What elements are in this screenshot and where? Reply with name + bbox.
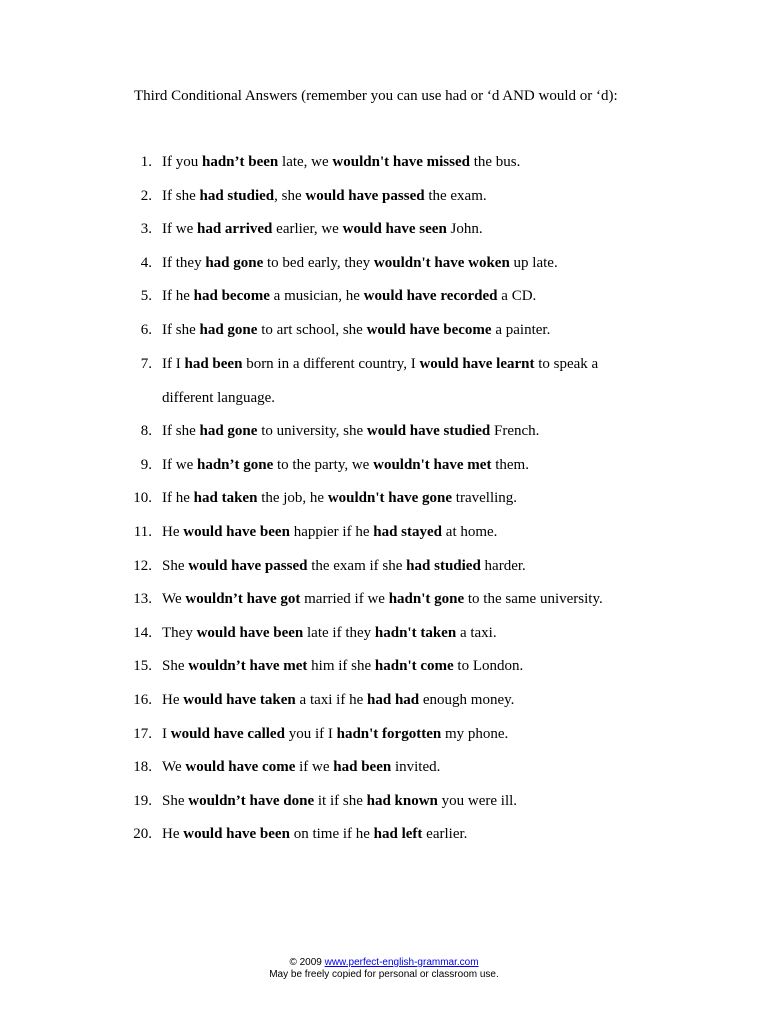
answer-text-segment: travelling. [452,490,518,507]
answer-text-segment: She [162,658,189,675]
answer-number: 4. [140,254,152,271]
answer-text-segment: happier if he [289,523,374,540]
answer-text-segment: if we [295,759,334,776]
answer-text-segment: If we [162,456,197,473]
answer-verb-phrase: wouldn’t have met [188,658,308,675]
answer-number: 19. [133,792,152,809]
answer-text-segment: to the party, we [273,456,374,473]
answer-item [0,286,642,306]
answer-item [0,724,642,744]
answer-number: 12. [133,557,152,574]
answer-text-segment: to bed early, they [263,254,374,271]
answer-text-segment: up late. [509,254,558,271]
answer-text [162,356,598,406]
answer-text-segment: I [162,725,171,742]
answer-text-segment: them. [491,456,529,473]
answer-verb-phrase: had stayed [373,523,443,540]
answer-verb-phrase: hadn't gone [388,591,465,608]
answer-text-segment: If you [162,154,202,170]
answer-number: 9. [140,456,152,473]
answer-text [162,255,558,271]
answer-text-segment: on time if he [289,826,374,843]
answer-text-segment: a CD. [497,288,537,305]
answer-text-segment: He [162,691,184,708]
answer-number: 7. [140,355,152,372]
answer-text-segment: a taxi. [456,624,497,641]
answer-item [0,253,642,273]
answer-verb-phrase: hadn't come [374,658,454,675]
answer-verb-phrase: had studied [406,557,481,574]
answer-text [162,221,483,237]
answer-verb-phrase: had been [333,759,392,776]
answer-item [0,690,642,710]
answer-text-segment: If she [162,187,200,204]
answer-text-segment: harder. [480,557,526,574]
answer-verb-phrase: would have been [183,826,290,843]
answer-number: 5. [140,288,152,305]
answer-number: 6. [140,321,152,338]
footer-note: May be freely copied for personal or classroom use. [269,969,499,980]
answer-text-segment: the job, he [257,490,328,507]
answer-text-segment: to art school, she [257,321,367,338]
answer-verb-phrase: would have come [185,759,296,776]
answer-item [0,152,642,172]
answer-text-segment: We [162,759,186,776]
answer-verb-phrase: wouldn’t have got [185,591,301,608]
answer-text-segment: you were ill. [437,792,518,809]
answer-number: 1. [140,154,152,170]
answer-text-segment: John. [446,221,483,238]
answer-verb-phrase: would have called [170,725,285,742]
answer-text-segment: , she [274,187,306,204]
answer-text [162,322,550,338]
answer-text-segment: the bus. [469,154,521,170]
answer-verb-phrase: would have taken [183,691,296,708]
answer-item [0,791,642,811]
answer-text-segment: to London. [453,658,524,675]
answer-text-segment: late if they [303,624,375,641]
answer-verb-phrase: hadn’t gone [196,456,274,473]
answer-verb-phrase: would have been [183,523,290,540]
answer-text-segment: my phone. [441,725,509,742]
answer-text [162,793,517,809]
answer-item [0,589,642,609]
answer-number: 16. [133,691,152,708]
answer-item [0,186,642,206]
answer-verb-phrase: wouldn't have missed [332,154,470,170]
answer-verb-phrase: would have passed [305,187,425,204]
answer-item [0,656,642,676]
answer-verb-phrase: had gone [199,321,258,338]
answer-number: 17. [133,725,152,742]
answer-text [162,826,467,842]
answer-verb-phrase: had gone [199,423,258,440]
answer-number: 8. [140,423,152,440]
answer-text [162,625,497,641]
answer-item [0,320,642,340]
answer-verb-phrase: would have been [196,624,304,641]
answer-text [162,524,497,540]
answer-verb-phrase: had arrived [196,221,273,238]
answer-text [162,154,520,170]
answer-number: 2. [140,187,152,204]
answer-text [162,591,603,607]
answer-text-segment: French. [490,423,540,440]
answer-number: 13. [133,591,152,608]
answer-item [0,421,642,441]
answer-verb-phrase: had left [373,826,423,843]
footer-copyright-line [0,957,768,969]
answer-text [162,423,539,439]
answer-text-segment: to speak a different language. [162,355,599,406]
answer-text [162,457,529,473]
answer-text-segment: a taxi if he [295,691,368,708]
answer-text [162,692,514,708]
answer-text-segment: him if she [307,658,375,675]
answer-verb-phrase: had become [193,288,270,305]
answer-verb-phrase: hadn't taken [374,624,457,641]
answer-verb-phrase: had taken [193,490,258,507]
answer-text-segment: He [162,826,184,843]
answer-verb-phrase: would have become [366,321,492,338]
answer-verb-phrase: would have seen [342,221,447,238]
answer-text-segment: the exam. [424,187,487,204]
answer-text-segment: to the same university. [464,591,603,608]
answer-text-segment: She [162,557,189,574]
answer-item [0,522,642,542]
answer-item [0,455,642,475]
footer-website-link[interactable]: www.perfect-english-grammar.com [324,957,479,968]
answer-text-segment: born in a different country, I [242,355,420,372]
answer-number: 3. [140,221,152,238]
answer-number: 20. [133,826,152,843]
answer-text [162,288,536,304]
answer-text-segment: late, we [278,154,333,170]
answer-text [162,490,517,506]
answer-verb-phrase: wouldn't have met [373,456,492,473]
answer-text [162,188,487,204]
answer-number: 15. [133,658,152,675]
answer-verb-phrase: had gone [205,254,264,271]
answer-text-segment: If I [162,355,185,372]
answer-item [0,623,642,643]
answer-text-segment: the exam if she [307,557,407,574]
answer-text [162,759,440,775]
answer-text-segment: you if I [284,725,337,742]
answer-verb-phrase: hadn’t been [202,154,279,170]
answer-verb-phrase: would have studied [366,423,491,440]
answer-text-segment: She [162,792,189,809]
answer-verb-phrase: had studied [199,187,275,204]
answer-item [0,556,642,576]
answer-item [0,347,642,415]
answer-text [162,558,526,574]
answer-verb-phrase: hadn't forgotten [336,725,442,742]
answer-text-segment: If they [162,254,206,271]
answer-number: 11. [133,523,152,540]
answer-text-segment: If she [162,321,200,338]
answer-verb-phrase: wouldn't have gone [327,490,453,507]
answer-text-segment: He [162,523,184,540]
answer-text-segment: enough money. [419,691,515,708]
footer-copyright: © 2009 [289,957,325,968]
answer-text-segment: If she [162,423,200,440]
footer [0,957,768,981]
answer-verb-phrase: would have recorded [363,288,498,305]
answer-text-segment: If he [162,490,194,507]
answer-verb-phrase: had known [366,792,438,809]
answer-text-segment: invited. [391,759,441,776]
answer-text [162,726,508,742]
answer-list [0,152,642,858]
answer-item [0,219,642,239]
answer-text-segment: If he [162,288,194,305]
answer-text-segment: If we [162,221,197,238]
answer-item [0,824,642,844]
answer-text-segment: to university, she [257,423,367,440]
answer-item [0,757,642,777]
answer-text [162,658,523,674]
answer-text-segment: married if we [300,591,389,608]
answer-text-segment: a musician, he [269,288,364,305]
answer-text-segment: earlier, we [272,221,343,238]
answer-text-segment: earlier. [422,826,468,843]
answer-verb-phrase: wouldn’t have done [188,792,315,809]
answer-text-segment: at home. [442,523,498,540]
answer-number: 14. [133,624,152,641]
answer-verb-phrase: would have learnt [419,355,535,372]
answer-item [0,488,642,508]
answer-verb-phrase: wouldn't have woken [373,254,510,271]
answer-text-segment: a painter. [491,321,551,338]
answer-number: 18. [133,759,152,776]
answer-text-segment: They [162,624,197,641]
answer-text-segment: it if she [314,792,367,809]
answer-verb-phrase: had been [184,355,243,372]
answer-verb-phrase: had had [367,691,420,708]
answer-verb-phrase: would have passed [188,557,308,574]
answer-text-segment: We [162,591,186,608]
page-heading: Third Conditional Answers (remember you can use had or ‘d AND would or ‘d): [134,88,618,104]
answer-number: 10. [133,490,152,507]
